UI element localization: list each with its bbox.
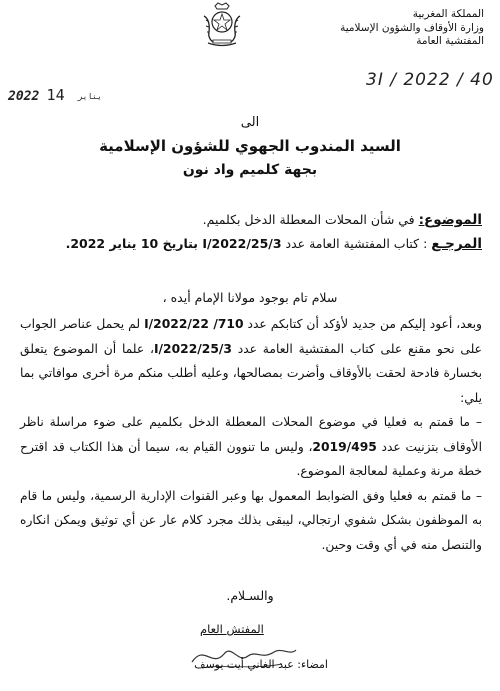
moroccan-coat-of-arms-emblem: [200, 2, 244, 48]
letterhead-country: المملكة المغربية: [412, 8, 484, 20]
date-year: 2022: [8, 89, 40, 104]
date-month: يناير: [77, 92, 102, 101]
reference-line: [12, 236, 482, 252]
p1-text-a: وبعد، أعود إليكم من جديد لأؤكد أن كتابكم عدد: [247, 317, 482, 331]
letterhead-department: المفتشية العامة: [416, 35, 484, 47]
signature-title: المفتش العام: [200, 622, 264, 636]
p1-ref-a: 710/ I/2022/22: [144, 317, 244, 331]
subject-value: في شأن المحلات المعطلة الدخل بكلميم.: [202, 212, 415, 227]
closing: والسـلام.: [226, 588, 274, 603]
body-paragraph-2: [20, 410, 482, 484]
subject-line: [12, 212, 482, 228]
p2-text-b: ، وليس ما تنوون القيام به، سيما أن هذا الكتاب قد اقترح خطة مرنة وعملية لمعالجة الموضوع.: [20, 439, 482, 478]
p1-text-b: لم يحمل عناصر الجواب على نحو مقنع على كتاب المفتشية العامة عدد: [20, 317, 483, 356]
addressee-region: بجهة كلميم واد نون: [182, 162, 318, 178]
addressee-name: السيد المندوب الجهوي للشؤون الإسلامية: [99, 137, 401, 155]
p1-ref-b: 3/I/2022/25: [153, 341, 232, 356]
letterhead: [284, 8, 484, 49]
letter-body: [20, 312, 482, 557]
reference-number-value: 3/I/2022/25 بتاريخ 10 يناير 2022.: [65, 236, 282, 251]
date-day: 14: [46, 86, 65, 104]
signatory: امضاء: عبد الغاني أيت يوسف: [194, 658, 328, 671]
p2-ref: 2019/495: [312, 439, 377, 454]
p1-text-c: ، علما أن الموضوع يتعلق بخسارة فادحة لحقت بالأوقاف وأضرت بمصالحها، وعليه أطلب منكم مرة أخرى موافاتي بما يلي:: [20, 341, 482, 405]
addressee-to: الى: [240, 115, 260, 130]
greeting: سلام تام بوجود مولانا الإمام أيده ،: [162, 290, 338, 305]
p2-text-a: – ما قمتم به فعليا في موضوع المحلات المعطلة الدخل بكلميم على ضوء مراسلة ناظر الأوقاف بتزنيت عدد: [20, 415, 482, 454]
body-paragraph-3: – ما قمتم به فعليا وفق الضوابط المعمول بها وعبر القنوات الإدارية الرسمية، وليس ما قام به الموظفون بشكل شفوي ارتجالي، ليبقى بذلك مجرد كلام عار عن أي توثيق ويمكن انكاره والتنصل منه في أي وقت وحين.: [20, 488, 482, 552]
reference-prefix: : كتاب المفتشية العامة عدد: [285, 236, 428, 251]
body-paragraph-1: [20, 312, 482, 410]
subject-label: الموضوع:: [418, 212, 482, 228]
date-stamp: [8, 86, 108, 104]
reference-number: 3I / 2022 / 40: [366, 70, 494, 90]
reference-label: المرجـع: [431, 236, 482, 252]
letterhead-ministry: وزارة الأوقاف والشؤون الإسلامية: [340, 21, 484, 34]
